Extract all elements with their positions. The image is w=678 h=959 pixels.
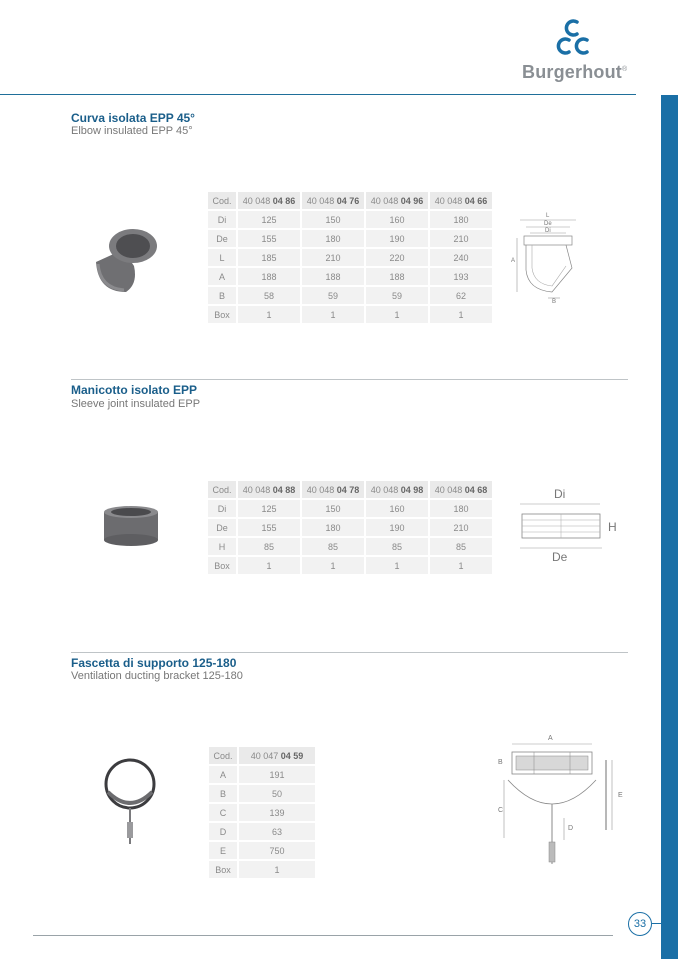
table-row (209, 785, 315, 802)
svg-text:De: De (544, 221, 552, 227)
svg-text:E: E (618, 792, 623, 799)
table-cell: A (208, 268, 236, 285)
svg-text:L: L (546, 213, 550, 219)
sleeve-technical-drawing (512, 484, 622, 568)
table-cell: De (208, 519, 236, 536)
table-cell: 240 (430, 249, 492, 266)
table-cell: 59 (366, 287, 428, 304)
table-cell: Di (208, 500, 236, 517)
table-cell: 193 (430, 268, 492, 285)
elbow-spec-table (206, 190, 494, 325)
table-cell: 85 (366, 538, 428, 555)
table-row (208, 230, 492, 247)
table-cell: Cod. (208, 192, 236, 209)
table-cell: Box (208, 557, 236, 574)
table-cell: 191 (239, 766, 315, 783)
table-cell: 185 (238, 249, 300, 266)
table-cell: H (208, 538, 236, 555)
table-cell: 180 (430, 500, 492, 517)
table-row (208, 211, 492, 228)
table-cell: 50 (239, 785, 315, 802)
table-cell: 85 (302, 538, 364, 555)
svg-text:A: A (548, 735, 553, 742)
table-cell: 40 048 04 86 (238, 192, 300, 209)
table-cell: Cod. (208, 481, 236, 498)
section-title-bracket: Fascetta di supporto 125-180 (71, 656, 237, 670)
table-row (208, 306, 492, 323)
table-cell: 125 (238, 211, 300, 228)
table-cell: D (209, 823, 237, 840)
table-cell: 180 (302, 519, 364, 536)
table-cell: 1 (366, 306, 428, 323)
bracket-product-photo (100, 756, 162, 848)
table-row (208, 249, 492, 266)
table-cell: 160 (366, 211, 428, 228)
table-row (208, 500, 492, 517)
svg-text:D: D (568, 825, 574, 832)
bracket-technical-drawing (494, 730, 634, 870)
table-row (208, 519, 492, 536)
table-cell: 750 (239, 842, 315, 859)
table-cell: 40 048 04 76 (302, 192, 364, 209)
brand-logo-icon (555, 18, 603, 60)
svg-text:De: De (552, 550, 568, 564)
table-cell: Box (209, 861, 237, 878)
table-row (208, 538, 492, 555)
table-cell: 188 (302, 268, 364, 285)
table-cell: 1 (430, 557, 492, 574)
side-accent-bar (661, 95, 678, 959)
table-cell: Di (208, 211, 236, 228)
table-row (209, 823, 315, 840)
table-cell: 63 (239, 823, 315, 840)
footer-rule (33, 935, 613, 936)
table-row (209, 804, 315, 821)
table-cell: 190 (366, 230, 428, 247)
table-cell: 210 (302, 249, 364, 266)
table-cell: 40 048 04 96 (366, 192, 428, 209)
table-cell: 210 (430, 230, 492, 247)
table-cell: 85 (430, 538, 492, 555)
table-cell: De (208, 230, 236, 247)
table-cell: 1 (366, 557, 428, 574)
table-row (208, 557, 492, 574)
elbow-technical-drawing (508, 208, 588, 306)
table-cell: 40 048 04 98 (366, 481, 428, 498)
table-row (209, 766, 315, 783)
table-cell: 150 (302, 211, 364, 228)
section-title-sleeve: Manicotto isolato EPP (71, 383, 198, 397)
table-cell: 125 (238, 500, 300, 517)
section-title-elbow: Curva isolata EPP 45° (71, 111, 195, 125)
elbow-product-photo (88, 222, 166, 296)
table-cell: Cod. (209, 747, 237, 764)
table-row (208, 287, 492, 304)
table-cell: A (209, 766, 237, 783)
section-subtitle-bracket: Ventilation ducting bracket 125-180 (71, 670, 243, 682)
svg-text:C: C (498, 807, 504, 814)
table-row (209, 842, 315, 859)
bracket-spec-table (207, 745, 317, 880)
table-cell: 59 (302, 287, 364, 304)
table-header-row (209, 747, 315, 764)
table-cell: L (208, 249, 236, 266)
header-rule (0, 94, 636, 95)
table-cell: 40 048 04 68 (430, 481, 492, 498)
table-header-row (208, 192, 492, 209)
table-cell: 190 (366, 519, 428, 536)
table-cell: 40 047 04 59 (239, 747, 315, 764)
table-cell: 1 (302, 306, 364, 323)
table-cell: C (209, 804, 237, 821)
section-subtitle-sleeve: Sleeve joint insulated EPP (71, 398, 201, 410)
table-cell: 155 (238, 230, 300, 247)
svg-text:H: H (608, 520, 617, 534)
table-cell: 1 (302, 557, 364, 574)
table-cell: 40 048 04 66 (430, 192, 492, 209)
table-cell: 1 (430, 306, 492, 323)
table-cell: 188 (366, 268, 428, 285)
table-cell: 160 (366, 500, 428, 517)
section-subtitle-elbow: Elbow insulated EPP 45° (71, 125, 193, 137)
sleeve-spec-table (206, 479, 494, 576)
table-cell: 40 048 04 78 (302, 481, 364, 498)
table-cell: 188 (238, 268, 300, 285)
page-number-connector (652, 923, 662, 924)
table-cell: 155 (238, 519, 300, 536)
svg-text:B: B (498, 759, 503, 766)
table-cell: 85 (238, 538, 300, 555)
table-cell: B (208, 287, 236, 304)
table-cell: Box (208, 306, 236, 323)
table-header-row (208, 481, 492, 498)
table-cell: 1 (238, 557, 300, 574)
svg-text:B: B (552, 299, 557, 305)
section-divider (71, 379, 628, 380)
table-cell: 58 (238, 287, 300, 304)
table-cell: E (209, 842, 237, 859)
table-cell: 40 048 04 88 (238, 481, 300, 498)
svg-text:A: A (511, 258, 516, 264)
table-cell: 180 (302, 230, 364, 247)
sleeve-product-photo (102, 504, 160, 548)
table-cell: B (209, 785, 237, 802)
table-cell: 180 (430, 211, 492, 228)
table-cell: 1 (239, 861, 315, 878)
table-cell: 62 (430, 287, 492, 304)
table-cell: 210 (430, 519, 492, 536)
svg-text:Di: Di (554, 487, 566, 501)
brand-wordmark: Burgerhout® (522, 62, 628, 82)
section-divider (71, 652, 628, 653)
table-row (208, 268, 492, 285)
table-cell: 1 (238, 306, 300, 323)
table-cell: 220 (366, 249, 428, 266)
table-row (209, 861, 315, 878)
table-cell: 139 (239, 804, 315, 821)
table-cell: 150 (302, 500, 364, 517)
svg-text:Di: Di (545, 228, 551, 234)
page-number: 33 (628, 912, 652, 936)
